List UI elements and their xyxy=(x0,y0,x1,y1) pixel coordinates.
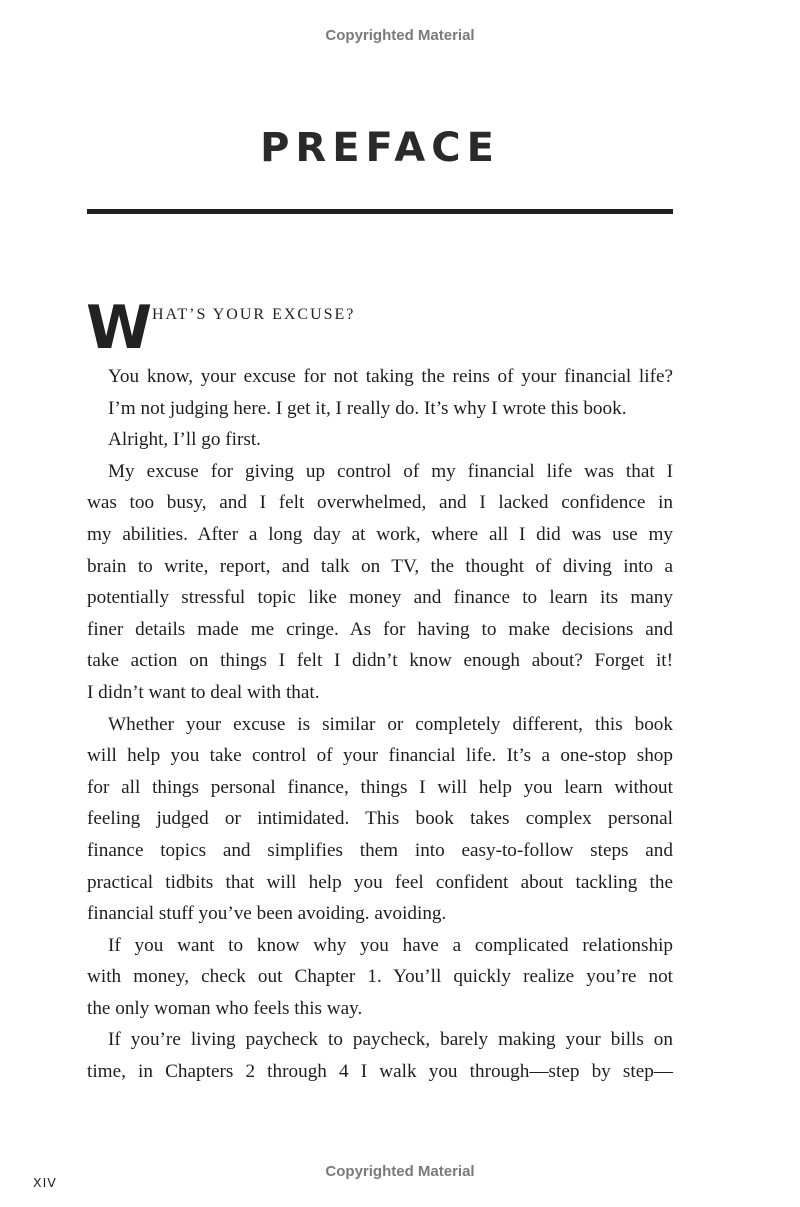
lead-in-smallcaps: HAT’S YOUR EXCUSE? xyxy=(152,306,356,323)
text-line: financial stuff you’ve been avoiding. avoiding. xyxy=(87,903,447,925)
text-line: finance topics and simplifies them into easy-to-follow steps and xyxy=(87,839,673,861)
text-line: feeling judged or intimidated. This book takes complex personal xyxy=(87,808,673,830)
text-line: I’m not judging here. I get it, I really do. It’s why I wrote this book. xyxy=(108,397,627,419)
text-line: finer details made me cringe. As for having to make decisions and xyxy=(87,618,673,640)
text-line: potentially stressful topic like money and finance to learn its many xyxy=(87,587,673,609)
title-rule xyxy=(87,209,673,214)
text-line: My excuse for giving up control of my financial life was that I xyxy=(108,460,673,482)
text-line: If you’re living paycheck to paycheck, barely making your bills on xyxy=(108,1029,673,1051)
text-line: You know, your excuse for not taking the reins of your financial life? xyxy=(108,366,673,387)
body-text xyxy=(87,361,673,1088)
text-line: I didn’t want to deal with that. xyxy=(87,681,320,703)
text-line: brain to write, report, and talk on TV, the thought of diving into a xyxy=(87,555,673,577)
copyright-watermark-bottom: Copyrighted Material xyxy=(325,1163,475,1180)
text-line: with money, check out Chapter 1. You’ll quickly realize you’re not xyxy=(87,966,673,988)
text-line: the only woman who feels this way. xyxy=(87,997,363,1019)
text-line: was too busy, and I felt overwhelmed, and I lacked confidence in xyxy=(87,492,673,514)
text-line: Whether your excuse is similar or completely different, this book xyxy=(108,713,673,735)
text-line: take action on things I felt I didn’t know enough about? Forget it! xyxy=(87,650,673,672)
text-line: If you want to know why you have a complicated relationship xyxy=(108,934,673,956)
copyright-watermark-top: Copyrighted Material xyxy=(325,27,475,44)
text-line: time, in Chapters 2 through 4 I walk you through—step by step— xyxy=(87,1061,673,1083)
text-line: Alright, I’ll go first. xyxy=(108,429,261,451)
text-line: my abilities. After a long day at work, where all I did was use my xyxy=(87,523,673,545)
page-number: XIV xyxy=(33,1175,57,1190)
text-line: practical tidbits that will help you feel confident about tackling the xyxy=(87,871,673,893)
text-line: will help you take control of your financial life. It’s a one-stop shop xyxy=(87,745,673,767)
chapter-title: PREFACE xyxy=(260,125,500,171)
text-line: for all things personal finance, things I will help you learn without xyxy=(87,776,673,798)
drop-cap: W xyxy=(86,293,153,363)
